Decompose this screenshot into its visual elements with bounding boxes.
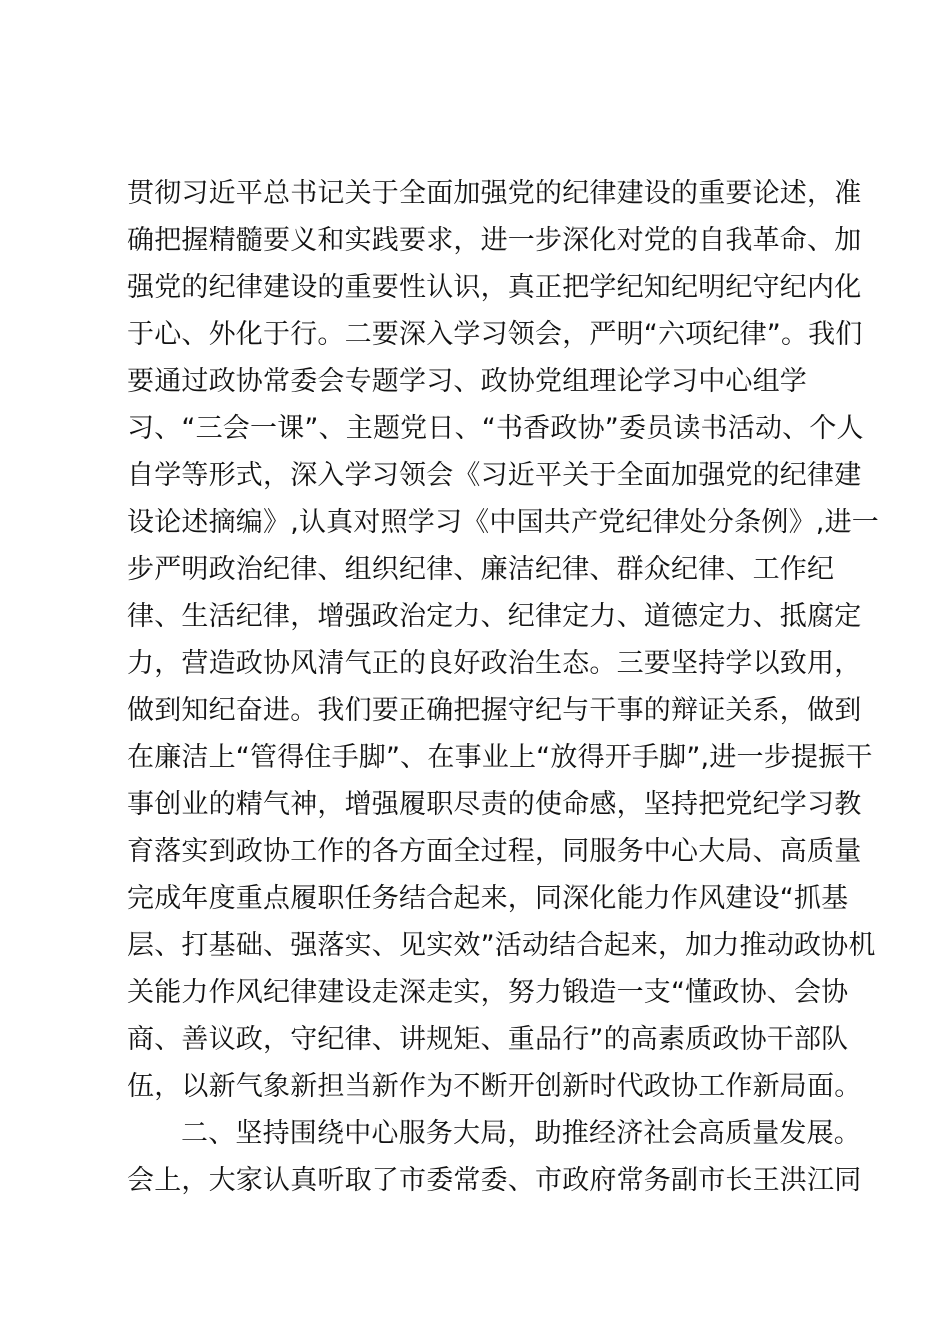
text-line: 设论述摘编》,认真对照学习《中国共产党纪律处分条例》,进一 <box>127 507 879 538</box>
text-line: 确把握精髓要义和实践要求，进一步深化对党的自我革命、加 <box>127 225 862 256</box>
text-line: 做到知纪奋进。我们要正确把握守纪与干事的辩证关系，做到 <box>127 695 862 726</box>
text-line: 力，营造政协风清气正的良好政治生态。三要坚持学以致用， <box>127 648 862 679</box>
text-line: 事创业的精气神，增强履职尽责的使命感，坚持把党纪学习教 <box>127 789 862 820</box>
text-line: 在廉洁上“管得住手脚”、在事业上“放得开手脚”,进一步提振干 <box>127 742 873 773</box>
text-line: 贯彻习近平总书记关于全面加强党的纪律建设的重要论述，准 <box>127 178 862 209</box>
text-line: 步严明政治纪律、组织纪律、廉洁纪律、群众纪律、工作纪 <box>127 554 835 585</box>
body-text <box>127 170 879 1204</box>
text-line: 强党的纪律建设的重要性认识，真正把学纪知纪明纪守纪内化 <box>127 272 862 303</box>
text-line: 律、生活纪律，增强政治定力、纪律定力、道德定力、抵腐定 <box>127 601 862 632</box>
text-line: 于心、外化于行。二要深入学习领会，严明“六项纪律”。我们 <box>127 319 863 350</box>
text-line: 完成年度重点履职任务结合起来，同深化能力作风建设“抓基 <box>127 883 849 914</box>
text-line: 要通过政协常委会专题学习、政协党组理论学习中心组学 <box>127 366 807 397</box>
text-line: 自学等形式，深入学习领会《习近平关于全面加强党的纪律建 <box>127 460 862 491</box>
section-heading-line: 二、坚持围绕中心服务大局，助推经济社会高质量发展。 <box>181 1118 861 1149</box>
text-line: 商、善议政，守纪律、讲规矩、重品行”的高素质政协干部队 <box>127 1024 849 1055</box>
text-line: 关能力作风纪律建设走深走实，努力锻造一支“懂政协、会协 <box>127 977 849 1008</box>
text-line: 会上，大家认真听取了市委常委、市政府常务副市长王洪江同 <box>127 1165 862 1196</box>
text-line: 育落实到政协工作的各方面全过程，同服务中心大局、高质量 <box>127 836 862 867</box>
text-line: 层、打基础、强落实、见实效”活动结合起来，加力推动政协机 <box>127 930 876 961</box>
text-line: 伍，以新气象新担当新作为不断开创新时代政协工作新局面。 <box>127 1071 862 1102</box>
text-line: 习、“三会一课”、主题党日、“书香政协”委员读书活动、个人 <box>127 413 864 444</box>
